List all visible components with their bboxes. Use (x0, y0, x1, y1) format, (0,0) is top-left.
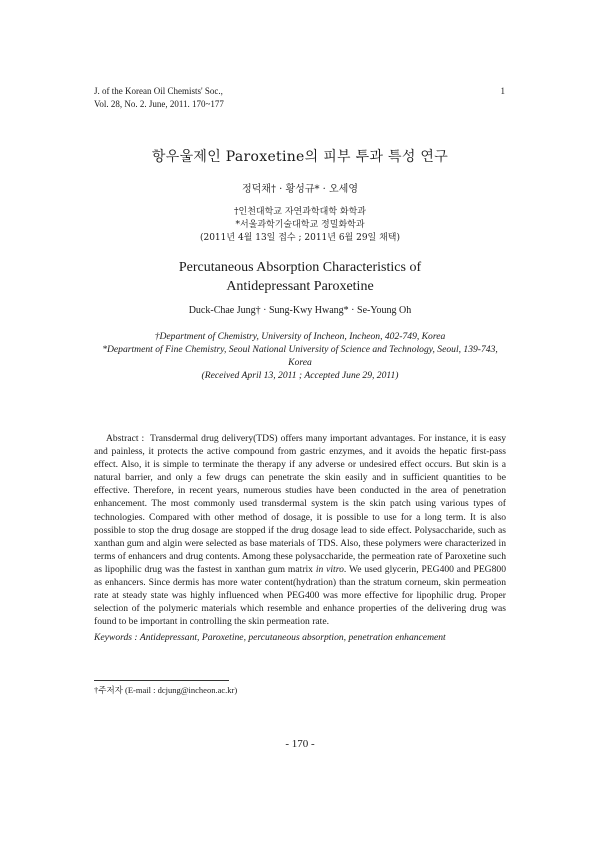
abstract-label: Abstract : (106, 433, 145, 444)
korean-affiliations (0, 206, 600, 245)
english-affiliation-2: *Department of Fine Chemistry, Seoul National University of Science and Technology, Seoul, 139-743, Korea (102, 344, 498, 368)
journal-line-1: J. of the Korean Oil Chemists' Soc., (94, 86, 223, 96)
korean-dates: (2011년 4월 13일 접수 ; 2011년 6월 29일 채택) (199, 233, 401, 243)
korean-authors: 정덕채† · 황성규* · 오세영 (241, 184, 358, 195)
english-dates: (Received April 13, 2011 ; Accepted June 29, 2011) (201, 370, 399, 381)
english-affiliations (94, 330, 506, 382)
keywords: Keywords : Antidepressant, Paroxetine, percutaneous absorption, penetration enhancement (94, 632, 446, 643)
abstract-italic: in vitro (315, 563, 344, 575)
journal-line-2: Vol. 28, No. 2. June, 2011. 170~177 (94, 99, 224, 109)
corresponding-author-footnote: †주저자 (E-mail : dcjung@incheon.ac.kr) (94, 685, 238, 695)
english-title-line-1: Percutaneous Absorption Characteristics of (178, 260, 422, 275)
korean-title: 항우울제인 Paroxetine의 피부 투과 특성 연구 (151, 149, 449, 165)
abstract (94, 432, 506, 628)
english-title (0, 258, 600, 296)
footnote-divider (94, 680, 229, 681)
korean-affiliation-2: *서울과학기술대학교 정밀화학과 (235, 220, 365, 230)
page-number: - 170 - (285, 738, 315, 750)
top-page-number: 1 (500, 86, 505, 96)
abstract-body (94, 432, 506, 628)
journal-citation (94, 85, 224, 111)
korean-affiliation-1: †인천대학교 자연과학대학 화학과 (234, 207, 366, 217)
abstract-text-1: Transdermal drug delivery(TDS) offers many important advantages. For instance, it is easy and painless, it protects the active compound from gastric enzymes, and it avoids the hepatic first-pass effect. Also, it is simple to terminate the therapy if any adverse or undesired effect occurs. But skin is a natural barrier, and only a few drugs can penetrate the skin easily and in sufficient quantities to be effective. Therefore, in recent years, numerous studies have been conducted in the area of penetration enhancement. The most commonly used transdermal system is the skin patch using various types of technologies. Compared with other method of dosage, it is possible to use for a long term. It is also possible to stop the drug dosage are stopped if the drug dosage lead to side effect. Polysaccharide, such as xanthan gum and algin were selected as base materials of TDS. Also, these polymers were characterized in terms of enhancers and drug contents. Among these polysaccharide, the permeation rate of Paroxetine such as lipophilic drug was the fastest in xanthan gum matrix (94, 433, 506, 575)
abstract-text-2: . We used glycerin, PEG400 and PEG800 as enhancers. Since dermis has more water content(hydration) than the stratum corneum, skin permeation rate at steady state was highly influenced when PEG400 was more effective for lipophilic drug. Proper selection of the polymeric materials which resemble and enhance properties of the delivering drug was found to be important in controlling the skin permeation rate. (94, 563, 507, 628)
english-affiliation-1: †Department of Chemistry, University of Incheon, Incheon, 402-749, Korea (154, 331, 446, 342)
english-authors: Duck-Chae Jung† · Sung-Kwy Hwang* · Se-Young Oh (188, 305, 412, 316)
english-title-line-2: Antidepressant Paroxetine (226, 279, 374, 294)
